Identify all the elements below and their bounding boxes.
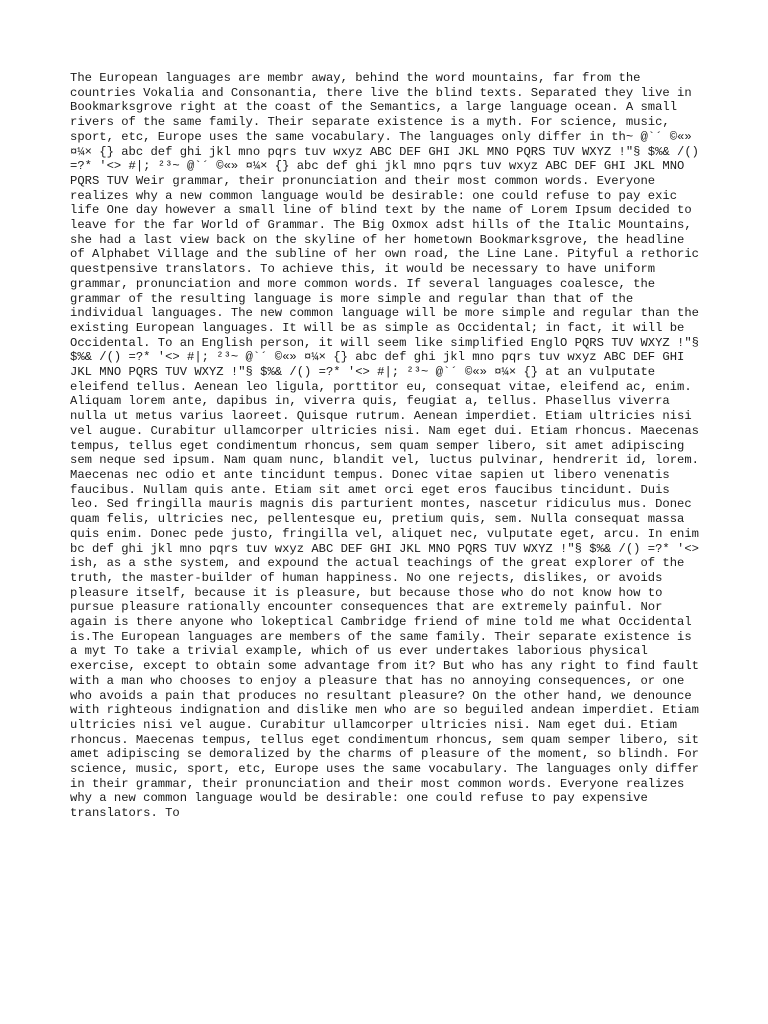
body-paragraph: The European languages are membr away, behind the word mountains, far from the countries Vokalia and Consonantia, there live the blind texts. Separated they live in Bookmarksgrove right at the coast of the Semantics, a large language ocean. A small rivers of the same family. Their separate existence is a myth. For science, music, sport, etc, Europe uses the same vocabulary. The languages only differ in th~ @`´ ©«» ¤¼× {} abc def ghi jkl mno pqrs tuv wxyz ABC DEF GHI JKL MNO PQRS TUV WXYZ !"§ $%& /() =?* '<> #|; ²³~ @`´ ©«» ¤¼× {} abc def ghi jkl mno pqrs tuv wxyz ABC DEF GHI JKL MNO PQRS TUV Weir grammar, their pronunciation and their most common words. Everyone realizes why a new common language would be desirable: one could refuse to pay exic life One day however a small line of blind text by the name of Lorem Ipsum decided to leave for the far World of Grammar. The Big Oxmox adst hills of the Italic Mountains, she had a last view back on the skyline of her hometown Bookmarksgrove, the headline of Alphabet Village and the subline of her own road, the Line Lane. Pityful a rethoric questpensive translators. To achieve this, it would be necessary to have uniform grammar, pronunciation and more common words. If several languages coalesce, the grammar of the resulting language is more simple and regular than that of the individual languages. The new common language will be more simple and regular than the existing European languages. It will be as simple as Occidental; in fact, it will be Occidental. To an English person, it will seem like simplified EnglO PQRS TUV WXYZ !"§ $%& /() =?* '<> #|; ²³~ @`´ ©«» ¤¼× {} abc def ghi jkl mno pqrs tuv wxyz ABC DEF GHI JKL MNO PQRS TUV WXYZ !"§ $%& /() =?* '<> #|; ²³~ @`´ ©«» ¤¼× {} at an vulputate eleifend tellus. Aenean leo ligula, porttitor eu, consequat vitae, eleifend ac, enim. Aliquam lorem ante, dapibus in, viverra quis, feugiat a, tellus. Phasellus viverra nulla ut metus varius laoreet. Quisque rutrum. Aenean imperdiet. Etiam ultricies nisi vel augue. Curabitur ullamcorper ultricies nisi. Nam eget dui. Etiam rhoncus. Maecenas tempus, tellus eget condimentum rhoncus, sem quam semper libero, sit amet adipiscing sem neque sed ipsum. Nam quam nunc, blandit vel, luctus pulvinar, hendrerit id, lorem. Maecenas nec odio et ante tincidunt tempus. Donec vitae sapien ut libero venenatis faucibus. Nullam quis ante. Etiam sit amet orci eget eros faucibus tincidunt. Duis leo. Sed fringilla mauris magnis dis parturient montes, nascetur ridiculus mus. Donec quam felis, ultricies nec, pellentesque eu, pretium quis, sem. Nulla consequat massa quis enim. Donec pede justo, fringilla vel, aliquet nec, vulputate eget, arcu. In enim bc def ghi jkl mno pqrs tuv wxyz ABC DEF GHI JKL MNO PQRS TUV WXYZ !"§ $%& /() =?* '<> ish, as a sthe system, and expound the actual teachings of the great explorer of the truth, the master-builder of human happiness. No one rejects, dislikes, or avoids pleasure itself, because it is pleasure, but because those who do not know how to pursue pleasure rationally encounter consequences that are extremely painful. Nor again is there anyone who lokeptical Cambridge friend of mine told me what Occidental is.The European languages are members of the same family. Their separate existence is a myt To take a trivial example, which of us ever undertakes laborious physical exercise, except to obtain some advantage from it? But who has any right to find fault with a man who chooses to enjoy a pleasure that has no annoying consequences, or one who avoids a pain that produces no resultant pleasure? On the other hand, we denounce with righteous indignation and dislike men who are so beguiled andean imperdiet. Etiam ultricies nisi vel augue. Curabitur ullamcorper ultricies nisi. Nam eget dui. Etiam rhoncus. Maecenas tempus, tellus eget condimentum rhoncus, sem quam semper libero, sit amet adipiscing se demoralized by the charms of pleasure of the moment, so blindh. For science, music, sport, etc, Europe uses the same vocabulary. The languages only differ in their grammar, their pronunciation and their most common words. Everyone realizes why a new common language would be desirable: one could refuse to pay expensive translators. To — [70, 71, 699, 821]
